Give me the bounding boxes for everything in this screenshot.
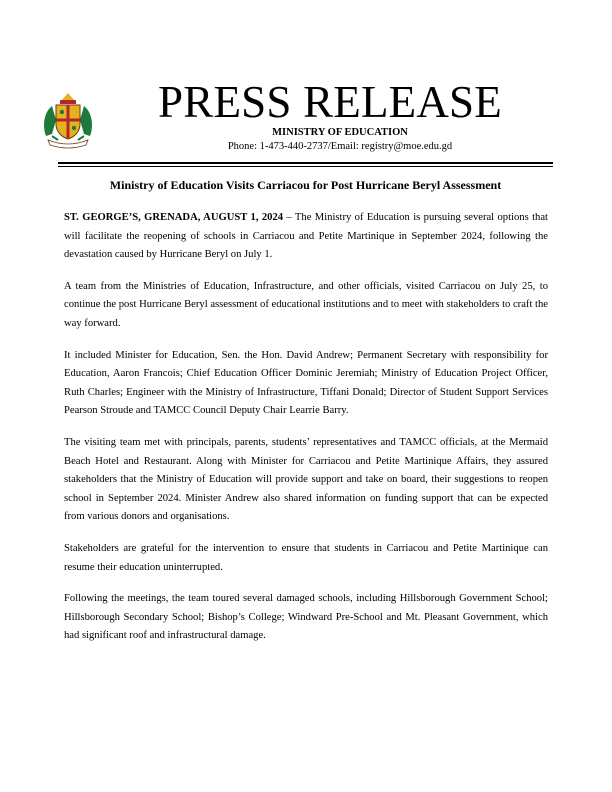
coat-of-arms-icon xyxy=(38,90,98,150)
dateline: ST. GEORGE’S, GRENADA, AUGUST 1, 2024 xyxy=(64,212,284,223)
ministry-name: MINISTRY OF EDUCATION xyxy=(272,127,408,138)
page-title: PRESS RELEASE xyxy=(158,77,502,127)
paragraph-1: ST. GEORGE’S, GRENADA, AUGUST 1, 2024 – The Ministry of Education is pursuing several options that will facilitate the reopening of schools in Carriacou and Petite Martinique in September 2024, following the devastation caused by Hurricane Beryl on July 1. xyxy=(64,212,548,261)
headline: Ministry of Education Visits Carriacou for Post Hurricane Beryl Assessment xyxy=(109,178,502,192)
header-rule xyxy=(58,162,553,164)
paragraph-6: Following the meetings, the team toured several damaged schools, including Hillsborough Government School; Hillsborough Secondary School; Bishop’s College; Windward Pre-School and Mt. Pleasant Government, which had significant roof and infrastructural damage. xyxy=(64,593,548,642)
paragraph-4: The visiting team met with principals, parents, students’ representatives and TAMCC officials, at the Mermaid Beach Hotel and Restaurant. Along with Minister for Carriacou and Petite Martinique Affairs, they assured stakeholders that the Ministry of Education will provide support and take on board, their suggestions to reopen school in September 2024. Minister Andrew also shared information on funding support that can be expected from various donors and organisations. xyxy=(64,436,548,523)
contact-line: Phone: 1-473-440-2737/Email: registry@moe.edu.gd xyxy=(227,141,453,152)
paragraph-5: Stakeholders are grateful for the intervention to ensure that students in Carriacou and Petite Martinique can resume their education uninterrupted. xyxy=(64,542,548,573)
header-rule-thin xyxy=(58,166,553,167)
article-body xyxy=(64,209,548,659)
paragraph-3: It included Minister for Education, Sen. the Hon. David Andrew; Permanent Secretary with responsibility for Education, Aaron Francois; Chief Education Officer Dominic Jeremiah; Ministry of Education Project Officer, Ruth Charles; Engineer with the Ministry of Infrastructure, Tiffani Donald; Director of Student Support Services Pearson Stroude and TAMCC Council Deputy Chair Learrie Barry. xyxy=(64,349,548,417)
paragraph-2: A team from the Ministries of Education, Infrastructure, and other officials, visited Carriacou on July 25, to continue the post Hurricane Beryl assessment of educational institutions and to meet with stakeholders to craft the way forward. xyxy=(64,280,548,329)
